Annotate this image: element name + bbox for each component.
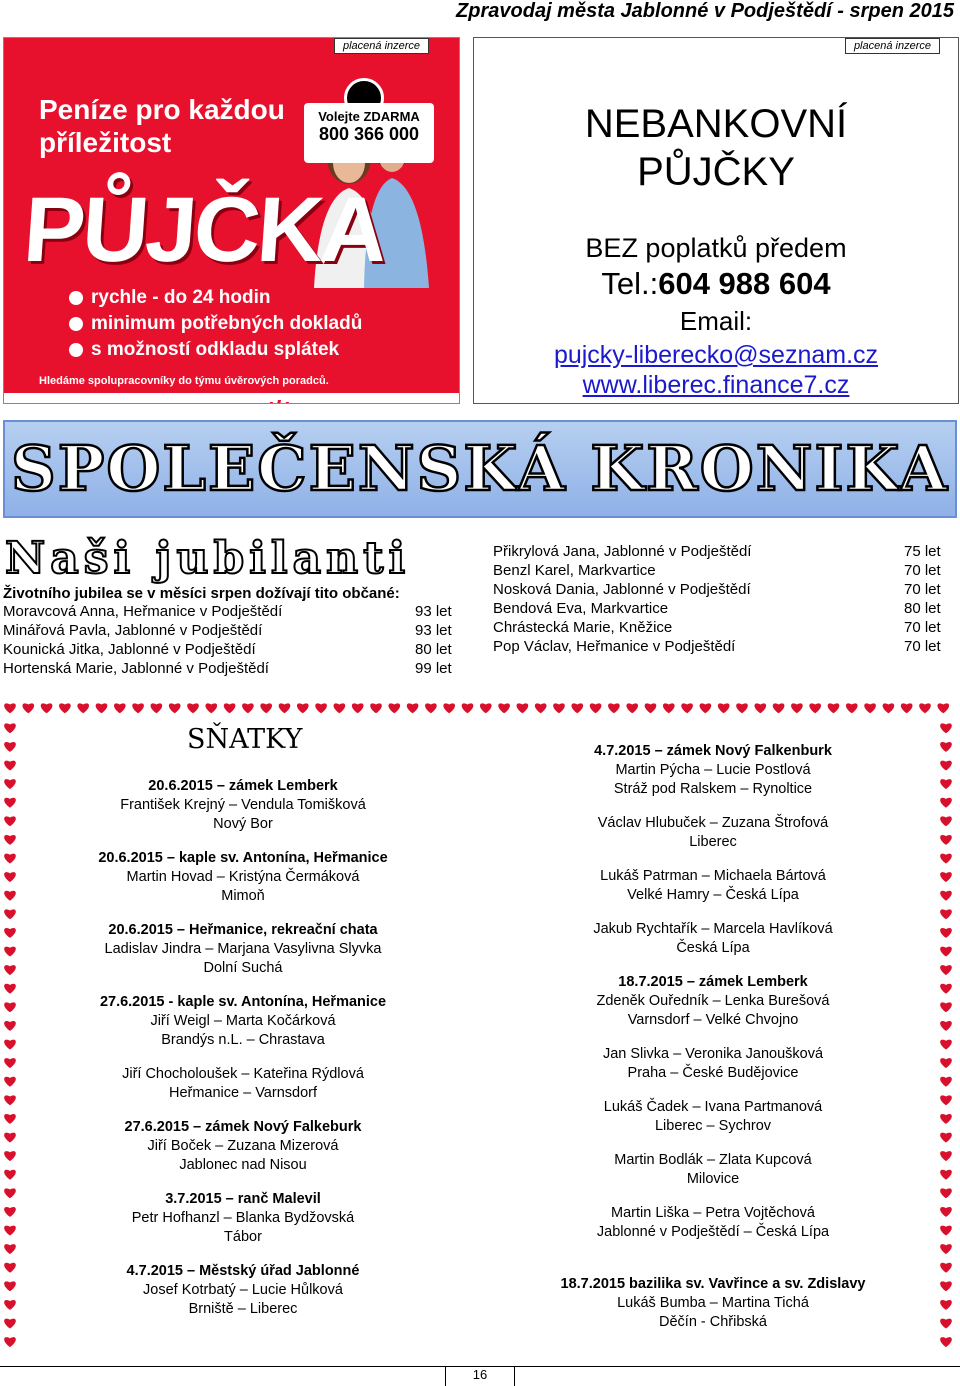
- heart-icon: [883, 703, 895, 713]
- heart-icon: [297, 703, 309, 713]
- wedding-entry: 27.6.2015 - kaple sv. Antonína, Heřmanice Jiří Weigl – Marta Kočárková Brandýs n.L. – Chrastava: [99, 994, 387, 1048]
- heart-icon: [553, 703, 565, 713]
- ad-web-link[interactable]: www.liberec.finance7.cz: [582, 371, 850, 399]
- wedding-entry: Martin Bodlák – Zlata Kupcová Milovice: [614, 1152, 812, 1187]
- free-call-label: Volejte ZDARMA: [318, 109, 420, 124]
- ad-title: NEBANKOVNÍ PŮJČKY: [584, 102, 848, 194]
- ad-links: [474, 340, 958, 400]
- heart-icon: [940, 1337, 952, 1347]
- wedding-entry: Jiří Chocholoušek – Kateřina Rýdlová Heřmanice – Varnsdorf: [122, 1066, 364, 1101]
- heart-icon: [260, 703, 272, 713]
- heart-icon: [754, 703, 766, 713]
- heart-icon: [791, 703, 803, 713]
- ad-benefit: s možností odkladu splátek: [69, 337, 362, 363]
- ad-benefit: rychle - do 24 hodin: [69, 285, 362, 311]
- wedding-entry: 4.7.2015 – Městský úřad Jablonné Josef Kotrbatý – Lucie Hůlková Brniště – Liberec: [126, 1263, 360, 1317]
- heart-icon: [901, 703, 913, 713]
- wedding-entry: 18.7.2015 – zámek Lemberk Zdeněk Ouředník – Lenka Burešová Varnsdorf – Velké Chvojno: [596, 974, 830, 1028]
- jubilee-row: Moravcová Anna, Heřmanice v Podještědí 93 let: [3, 603, 452, 620]
- weddings-right-column: [473, 742, 953, 1332]
- heart-icon: [77, 703, 89, 713]
- wedding-entry: 27.6.2015 – zámek Nový Falkeburk Jiří Boček – Zuzana Mizerová Jablonec nad Nisou: [124, 1119, 362, 1173]
- heart-icon: [315, 703, 327, 713]
- heart-icon: [718, 703, 730, 713]
- section-banner-title: SPOLEČENSKÁ KRONIKA: [11, 432, 949, 505]
- heart-icon: [151, 703, 163, 713]
- heart-icon: [370, 703, 382, 713]
- heart-icon: [809, 703, 821, 713]
- heart-icon: [517, 703, 529, 713]
- jubilee-row: Nosková Dania, Jablonné v Podještědí 70 let: [493, 581, 941, 598]
- jubilee-row: Benzl Karel, Markvartice 70 let: [493, 562, 941, 579]
- heart-icon: [187, 703, 199, 713]
- heart-icon: [919, 703, 931, 713]
- heart-icon: [22, 703, 34, 713]
- heart-icon: [41, 703, 53, 713]
- ad-email-link[interactable]: pujcky-liberecko@seznam.cz: [553, 341, 879, 369]
- heart-icon: [132, 703, 144, 713]
- free-call-number: 800 366 000: [318, 124, 420, 144]
- ad-headline-line-2: příležitost: [39, 127, 172, 158]
- jubilee-row: Pop Václav, Heřmanice v Podještědí 70 let: [493, 638, 941, 655]
- paid-ad-tag: placená inzerce: [334, 38, 429, 54]
- wedding-entry: 20.6.2015 – kaple sv. Antonína, Heřmanice Martin Hovad – Kristýna Čermáková Mimoň: [98, 850, 388, 904]
- weddings-title: SŇATKY: [187, 724, 303, 755]
- wedding-entry: 18.7.2015 bazilika sv. Vavřince a sv. Zdislavy Lukáš Bumba – Martina Tichá Děčín - Chřibská: [560, 1276, 866, 1330]
- jubilee-row: Hortenská Marie, Jablonné v Podještědí 99 let: [3, 660, 452, 677]
- ad-benefits-list: [69, 285, 362, 363]
- jubilee-row: Chrástecká Marie, Kněžice 70 let: [493, 619, 941, 636]
- paid-ad-tag: placená inzerce: [845, 38, 940, 54]
- heart-icon: [114, 703, 126, 713]
- heart-icon: [4, 1337, 16, 1347]
- profi-credit-logo-icon: [262, 396, 296, 404]
- free-phone-box: [304, 103, 434, 163]
- heart-icon: [4, 703, 16, 713]
- heart-icon: [443, 703, 455, 713]
- wedding-entry: Lukáš Čadek – Ivana Partmanová Liberec – Sychrov: [603, 1099, 823, 1134]
- heart-icon: [571, 703, 583, 713]
- heart-icon: [864, 703, 876, 713]
- heart-icon: [681, 703, 693, 713]
- check-icon: [69, 343, 83, 357]
- ad-no-fees: BEZ poplatků předem: [585, 233, 847, 263]
- check-icon: [69, 317, 83, 331]
- heart-icon: [352, 703, 364, 713]
- heart-icon: [334, 703, 346, 713]
- heart-icon: [407, 703, 419, 713]
- weddings-left-column: [3, 777, 483, 1319]
- check-icon: [69, 291, 83, 305]
- heart-icon: [663, 703, 675, 713]
- ad-headline: [39, 93, 285, 159]
- heart-icon: [590, 703, 602, 713]
- heart-icon: [462, 703, 474, 713]
- jubilees-subtitle: Životního jubilea se v měsíci srpen dožívají tito občané:: [3, 585, 400, 602]
- wedding-entry: Martin Liška – Petra Vojtěchová Jablonné v Podještědí – Česká Lípa: [596, 1205, 830, 1240]
- wedding-entry: 20.6.2015 – Heřmanice, rekreační chata Ladislav Jindra – Marjana Vasylivna Slyvka Dolní Suchá: [104, 922, 382, 976]
- ad-phone: Tel.:604 988 604: [601, 266, 831, 301]
- wedding-entry: 4.7.2015 – zámek Nový Falkenburk Martin Pýcha – Lucie Postlová Stráž pod Ralskem – Rynoltice: [594, 743, 832, 797]
- heart-icon: [242, 703, 254, 713]
- heart-icon: [940, 723, 952, 733]
- ad-headline-line-1: Peníze pro každou: [39, 94, 285, 125]
- heart-icon: [736, 703, 748, 713]
- heart-icon: [4, 723, 16, 733]
- loan-advertisement-right: [473, 37, 959, 404]
- heart-icon: [425, 703, 437, 713]
- heart-icon: [700, 703, 712, 713]
- heart-icon: [773, 703, 785, 713]
- jubilee-row: Přikrylová Jana, Jablonné v Podještědí 75 let: [493, 543, 941, 560]
- heart-icon: [59, 703, 71, 713]
- heart-icon: [205, 703, 217, 713]
- heart-icon: [4, 761, 16, 771]
- heart-icon: [645, 703, 657, 713]
- heart-icon: [388, 703, 400, 713]
- heart-icon: [828, 703, 840, 713]
- wedding-entry: Jan Slivka – Veronika Janoušková Praha – České Budějovice: [602, 1046, 824, 1081]
- wedding-entry: Lukáš Patrman – Michaela Bártová Velké Hamry – Česká Lípa: [600, 868, 826, 903]
- heart-icon: [937, 703, 949, 713]
- heart-icon: [4, 1319, 16, 1329]
- heart-icon: [96, 703, 108, 713]
- loan-advertisement-left: [3, 37, 460, 404]
- jubilee-row: Minářová Pavla, Jablonné v Podještědí 93 let: [3, 622, 452, 639]
- page-header-title: Zpravodaj města Jablonné v Podještědí - srpen 2015: [456, 0, 954, 22]
- ad-big-word: PŮJČKA: [20, 179, 388, 281]
- jubilees-title: Naši jubilanti: [5, 533, 411, 584]
- ad-benefit: minimum potřebných dokladů: [69, 311, 362, 337]
- heart-icon: [4, 742, 16, 752]
- ad-brand: [299, 402, 447, 404]
- heart-icon: [535, 703, 547, 713]
- heart-icon: [224, 703, 236, 713]
- ad-email-label: Email:: [679, 306, 753, 336]
- heart-icon: [169, 703, 181, 713]
- jubilee-row: Kounická Jitka, Jablonné v Podještědí 80 let: [3, 641, 452, 658]
- page-number: 16: [445, 1367, 515, 1386]
- jubilee-row: Bendová Eva, Markvartice 80 let: [493, 600, 941, 617]
- heart-icon: [846, 703, 858, 713]
- heart-icon: [626, 703, 638, 713]
- heart-icon: [480, 703, 492, 713]
- heart-icon: [498, 703, 510, 713]
- heart-icon: [608, 703, 620, 713]
- ad-recruit-hint: Hledáme spolupracovníky do týmu úvěrových poradců.: [39, 375, 329, 387]
- heart-icon: [279, 703, 291, 713]
- wedding-entry: 3.7.2015 – ranč Malevil Petr Hofhanzl – Blanka Bydžovská Tábor: [131, 1191, 355, 1245]
- wedding-entry: Jakub Rychtařík – Marcela Havlíková Česká Lípa: [593, 921, 833, 956]
- wedding-entry: Václav Hlubuček – Zuzana Štrofová Liberec: [597, 815, 829, 850]
- wedding-entry: 20.6.2015 – zámek Lemberk František Krejný – Vendula Tomišková Nový Bor: [120, 778, 366, 832]
